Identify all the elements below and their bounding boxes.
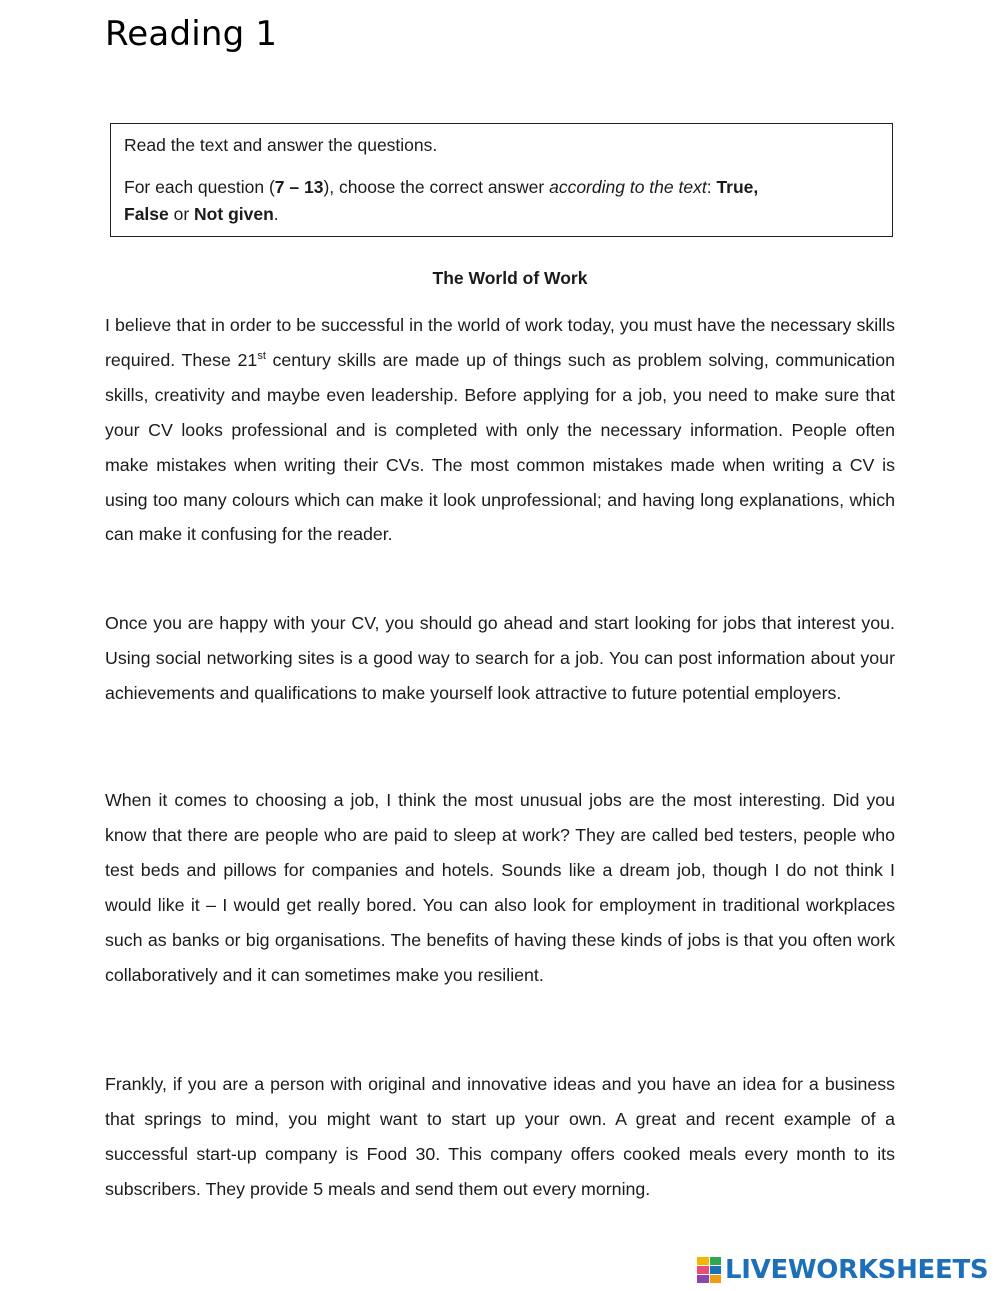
- option-true: True,: [716, 177, 759, 197]
- paragraph-3: When it comes to choosing a job, I think the most unusual jobs are the most interesting. Did you know that there are people who are paid to sleep at work? They are called bed testers, people who test beds and pillows for companies and hotels. Sounds like a dream job, though I do not think I would like it – I would get really bored. You can also look for employment in traditional workplaces such as banks or big organisations. The benefits of having these kinds of jobs is that you often work collaboratively and it can sometimes make you resilient.: [105, 790, 895, 985]
- block-4: [710, 1266, 722, 1274]
- page-title: Reading 1: [105, 14, 278, 54]
- according-to-text: according to the text: [549, 177, 707, 197]
- option-false: False: [124, 204, 169, 224]
- paragraph-4: Frankly, if you are a person with original and innovative ideas and you have an idea for a business that springs to mind, you might want to start up your own. A great and recent example of a successful start-up company is Food 30. This company offers cooked meals every month to its subscribers. They provide 5 meals and send them out every morning.: [105, 1074, 895, 1199]
- liveworksheets-logo[interactable]: [697, 1254, 988, 1286]
- block-3: [697, 1266, 709, 1274]
- block-5: [697, 1275, 709, 1283]
- ordinal-suffix: st: [257, 349, 266, 362]
- article-title: The World of Work: [432, 268, 588, 288]
- instruction-line-2: For each question (7 – 13), choose the correct answer according to the text: True, False or Not given.: [124, 177, 759, 224]
- paragraph-2: Once you are happy with your CV, you should go ahead and start looking for jobs that interest you. Using social networking sites is a good way to search for a job. You can post information about your achievements and qualifications to make yourself look attractive to future potential employers.: [105, 613, 895, 703]
- question-range: 7 – 13: [274, 177, 324, 197]
- paragraph-1: I believe that in order to be successful in the world of work today, you must have the necessary skills required. These 21st century skills are made up of things such as problem solving, communication skills, creativity and maybe even leadership. Before applying for a job, you need to make sure that your CV looks professional and is completed with only the necessary information. People often make mistakes when writing their CVs. The most common mistakes made when writing a CV is using too many colours which can make it look unprofessional; and having long explanations, which can make it confusing for the reader.: [105, 315, 895, 545]
- brand-name: LIVEWORKSHEETS: [725, 1255, 989, 1285]
- option-not-given: Not given: [194, 204, 274, 224]
- instruction-box: [110, 123, 893, 237]
- blocks-icon: [697, 1257, 721, 1283]
- block-2: [710, 1257, 722, 1265]
- instruction-line-1: Read the text and answer the questions.: [124, 135, 438, 155]
- block-1: [697, 1257, 709, 1265]
- block-6: [710, 1275, 722, 1283]
